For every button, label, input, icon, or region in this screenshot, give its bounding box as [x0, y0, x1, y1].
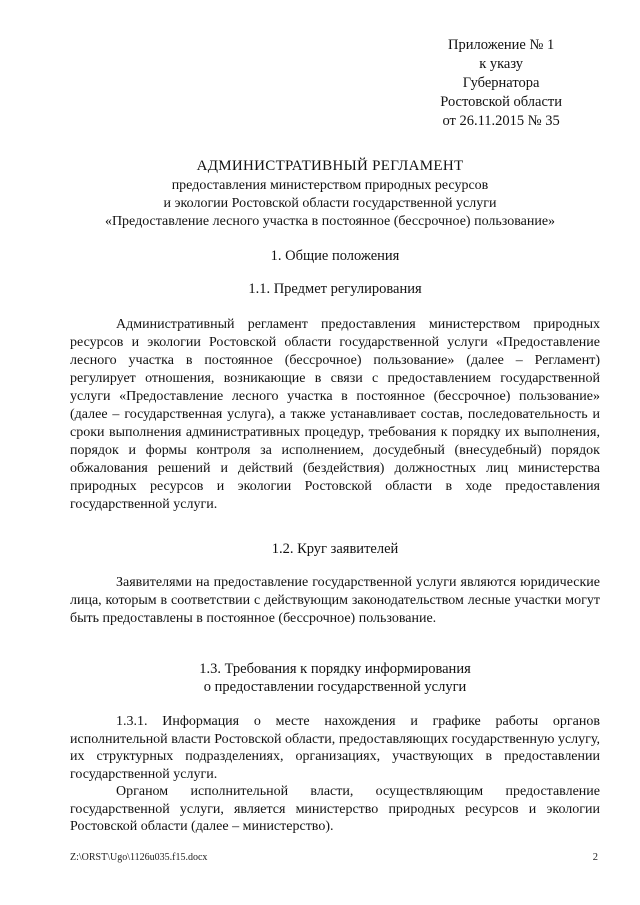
footer-file-path: Z:\ORST\Ugo\1126u035.f15.docx: [70, 852, 208, 863]
appendix-line: Губернатора: [462, 75, 540, 91]
appendix-line: от 26.11.2015 № 35: [442, 113, 560, 129]
appendix-block: [440, 36, 562, 131]
section-heading-text: 1.2. Круг заявителей: [271, 541, 399, 557]
paragraph-location-info: 1.3.1. Информация о месте нахождения и графике работы органов исполнительной власти Ростовской области, предоставляющих государственную услугу, их структурных подразделениях, организациях, участвующих в предоставлении государственной услуги.: [70, 714, 600, 782]
section-heading-text: 1.3. Требования к порядку информирования: [199, 661, 471, 677]
section-heading-text: 1. Общие положения: [270, 248, 400, 264]
title-line: и экологии Ростовской области государственной услуги: [163, 196, 497, 211]
section-heading-text: о предоставлении государственной услуги: [203, 679, 467, 695]
title-line: предоставления министерством природных ресурсов: [171, 178, 489, 193]
appendix-line: Ростовской области: [440, 94, 562, 110]
paragraph-applicants: Заявителями на предоставление государственной услуги являются юридические лица, которым в соответствии с действующим законодательством лесные участки могут быть предоставлены в постоянное (бессрочное) пользование.: [70, 575, 600, 626]
page-number: 2: [592, 852, 598, 863]
section-heading-general: [70, 247, 600, 265]
document-title: [70, 157, 590, 231]
appendix-line: Приложение № 1: [448, 37, 555, 53]
paragraph-subject: Административный регламент предоставления министерством природных ресурсов и экологии Ростовской области государственной услуги «Предоставление лесного участка в постоянное (бессрочное) пользование» (далее – Регламент) регулирует отношения, возникающие в связи с предоставлением государственной услуги «Предоставление лесного участка в постоянное (бессрочное) пользование» (далее – государственная услуга), а также устанавливает состав, последовательность и сроки выполнения административных процедур, требования к порядку их выполнения, порядок и формы контроля за исполнением, досудебный (внесудебный) порядок обжалования решений и действий (бездействия) должностных лиц министерства природных ресурсов и экологии Ростовской области в ходе предоставления государственной услуги.: [70, 317, 600, 512]
title-line: «Предоставление лесного участка в постоянное (бессрочное) пользование»: [104, 214, 556, 229]
title-main: АДМИНИСТРАТИВНЫЙ РЕГЛАМЕНТ: [196, 158, 464, 174]
section-heading-subject: [70, 280, 600, 298]
appendix-line: к указу: [479, 56, 524, 72]
section-heading-text: 1.1. Предмет регулирования: [248, 281, 422, 297]
section-heading-applicants: [70, 540, 600, 558]
section-heading-informing: [70, 660, 600, 696]
paragraph-executive-body: Органом исполнительной власти, осуществляющим предоставление государственной услуги, является министерство природных ресурсов и экологии Ростовской области (далее – министерство).: [70, 784, 600, 835]
